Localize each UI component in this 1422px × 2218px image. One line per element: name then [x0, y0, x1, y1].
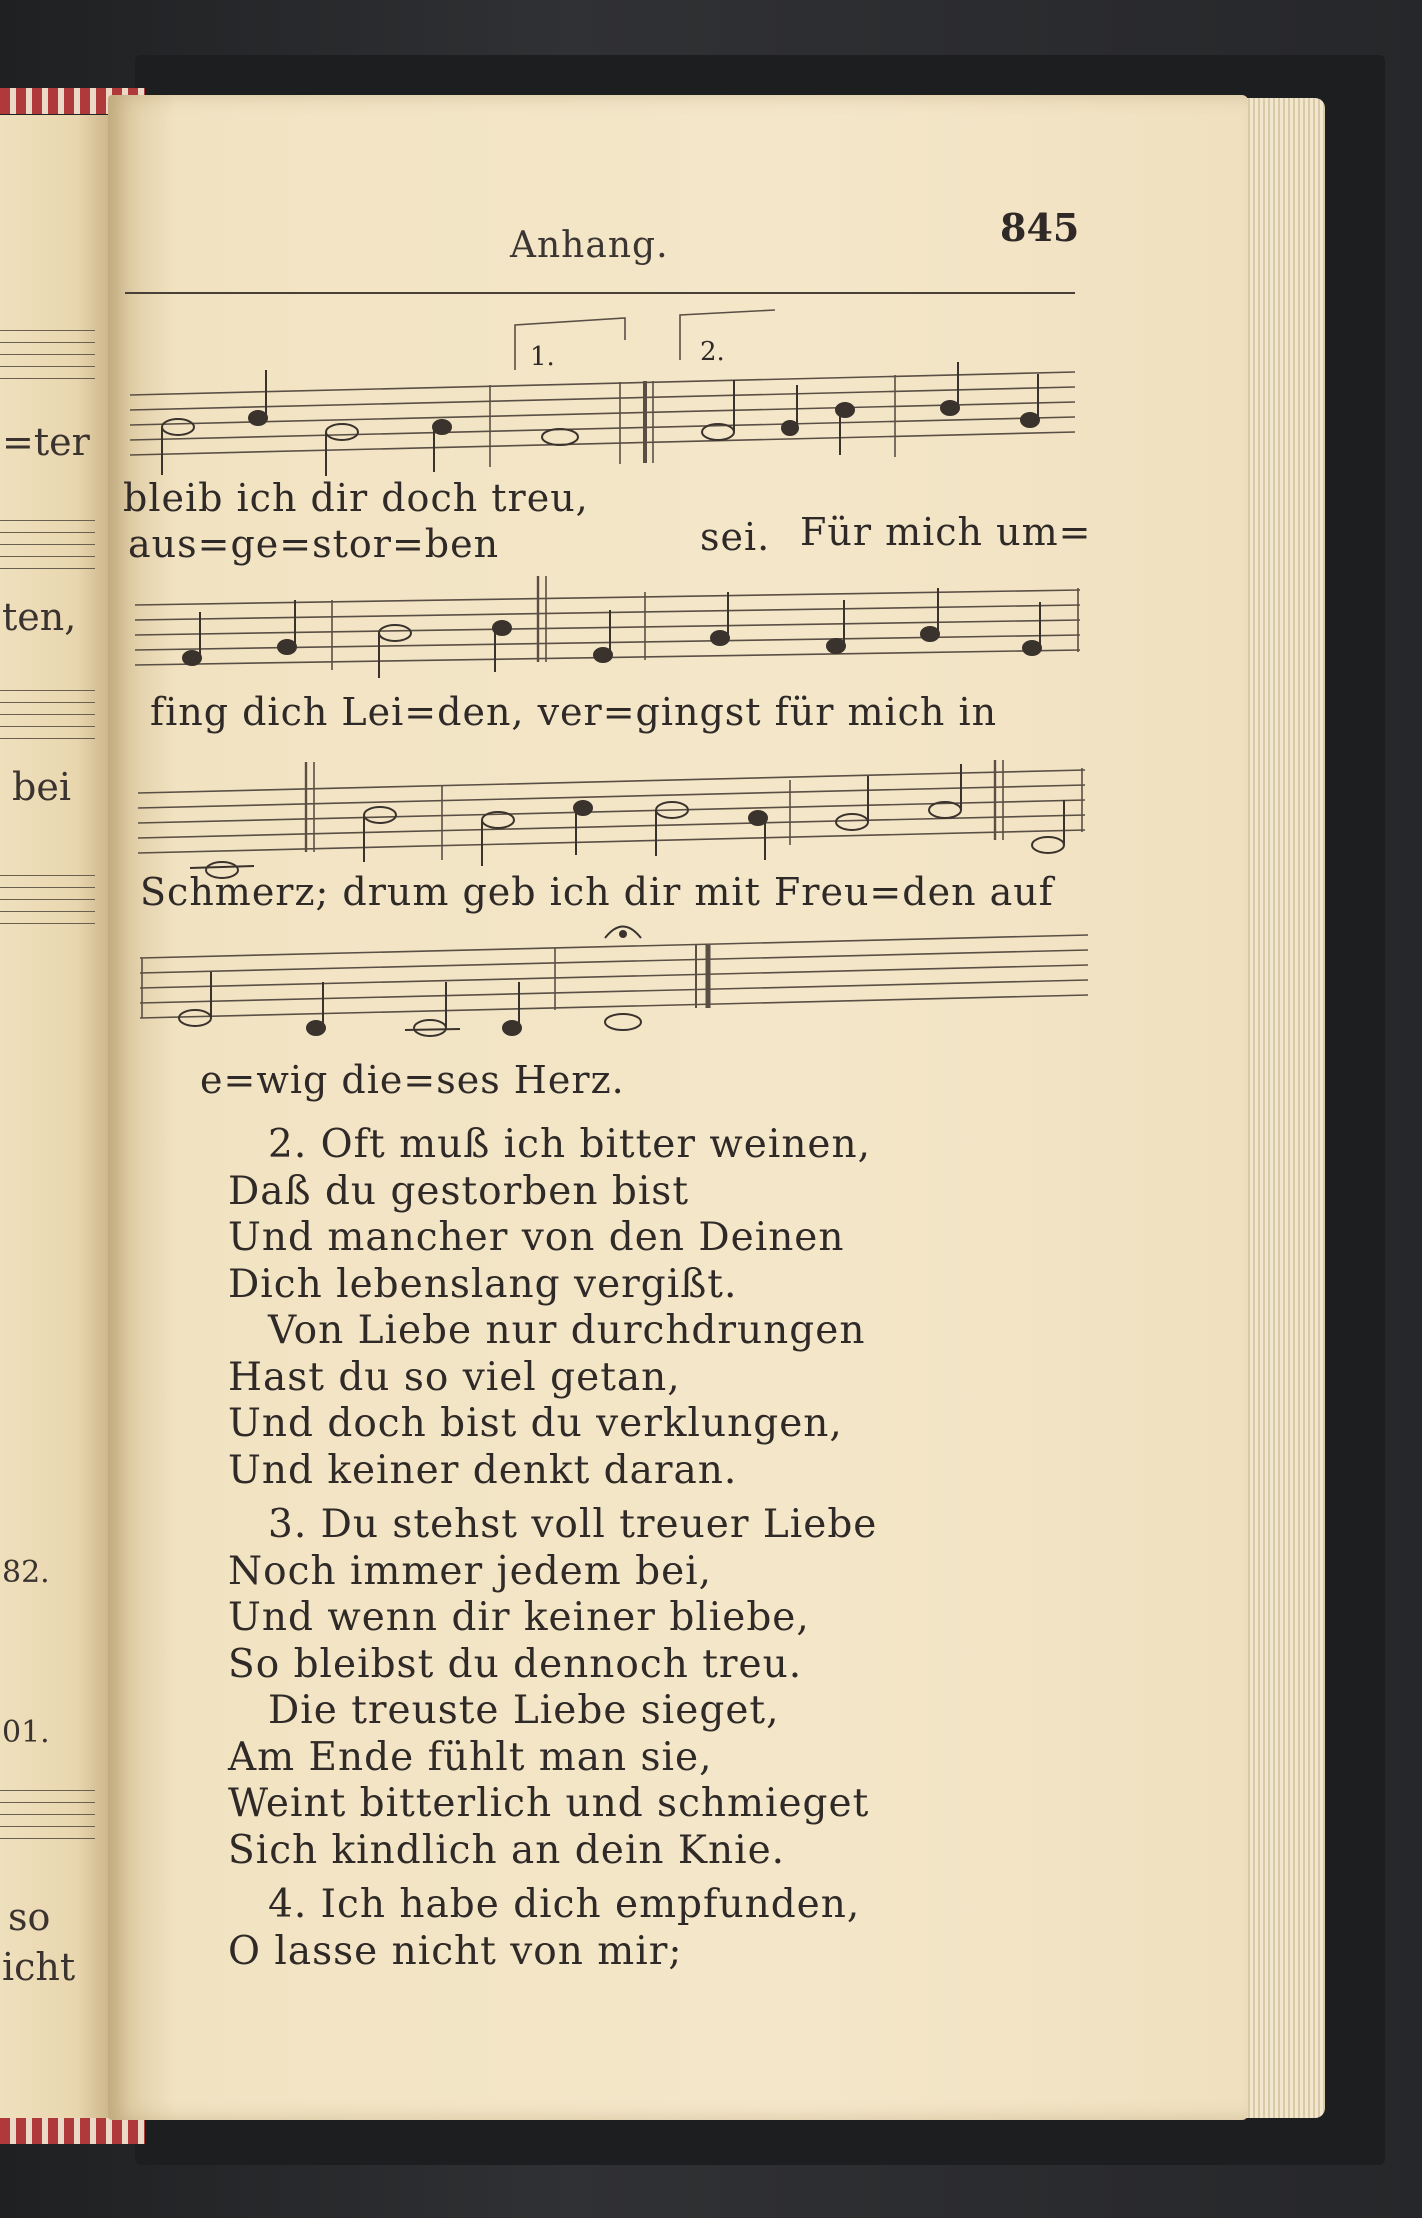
left-fragment: =ter: [2, 420, 90, 464]
lyric-line-5: e=wig die=ses Herz.: [200, 1058, 625, 1102]
verse-line: Oft muß ich bitter weinen,: [320, 1122, 872, 1167]
verse-3-line-1: [228, 1502, 1128, 1549]
staff-1: [130, 310, 1075, 467]
left-fragment: so: [8, 1895, 51, 1939]
ribbon-bottom: [0, 2118, 145, 2144]
verse-line: Und mancher von den Deinen: [228, 1215, 845, 1260]
lyric-line-2c: Für mich um=: [800, 510, 1092, 554]
ending-2: 2.: [700, 337, 725, 367]
running-head: Anhang.: [510, 225, 669, 266]
verse-4-line-1: [228, 1882, 1128, 1929]
verse-number: 2.: [268, 1122, 308, 1167]
verse-line: Die treuste Liebe sieget,: [268, 1688, 780, 1733]
verse-line: Sich kindlich an dein Knie.: [228, 1827, 786, 1873]
verse-line: Hast du so viel getan,: [228, 1354, 681, 1400]
verse-line: Und wenn dir keiner bliebe,: [228, 1595, 810, 1640]
verse-line: O lasse nicht von mir;: [228, 1928, 683, 1974]
verses: [228, 1122, 1128, 1975]
verse-line: Noch immer jedem bei,: [228, 1548, 713, 1594]
verse-2-line-1: [228, 1122, 1128, 1169]
ending-1: 1.: [530, 342, 555, 372]
lyric-line-2a: aus=ge=stor=ben: [128, 522, 500, 566]
lyric-line-3: fing dich Lei=den, ver=gingst für mich in: [150, 690, 998, 734]
verse-line: Am Ende fühlt man sie,: [228, 1734, 713, 1780]
left-fragment: ten,: [2, 595, 77, 639]
verse-number: 3.: [268, 1502, 308, 1547]
lyric-line-2b: sei.: [700, 515, 771, 559]
left-fragment: 01.: [2, 1715, 50, 1750]
left-fragment: 82.: [2, 1555, 50, 1590]
staff-3: [138, 760, 1085, 860]
left-fragment: icht: [2, 1945, 76, 1989]
verse-line: Daß du gestorben bist: [228, 1168, 689, 1214]
verse-number: 4.: [268, 1882, 308, 1927]
notes-1: [162, 362, 1039, 476]
verse-line: Du stehst voll treuer Liebe: [320, 1502, 878, 1547]
verse-line: Ich habe dich empfunden,: [320, 1882, 861, 1927]
left-fragment: bei: [12, 765, 71, 809]
page-number: 845: [1000, 205, 1080, 250]
verse-line: Und doch bist du verklungen,: [228, 1401, 843, 1446]
lyric-line-4: Schmerz; drum geb ich dir mit Freu=den auf: [140, 870, 1054, 914]
verse-line: Und keiner denkt daran.: [228, 1447, 738, 1493]
verse-line: Dich lebenslang vergißt.: [228, 1261, 738, 1307]
verse-line: Weint bitterlich und schmieget: [228, 1781, 870, 1826]
verse-line: So bleibst du dennoch treu.: [228, 1641, 803, 1687]
lyric-line-1: bleib ich dir doch treu,: [123, 476, 589, 520]
verse-line: Von Liebe nur durchdrungen: [268, 1308, 866, 1353]
staff-4: [140, 935, 1088, 1018]
